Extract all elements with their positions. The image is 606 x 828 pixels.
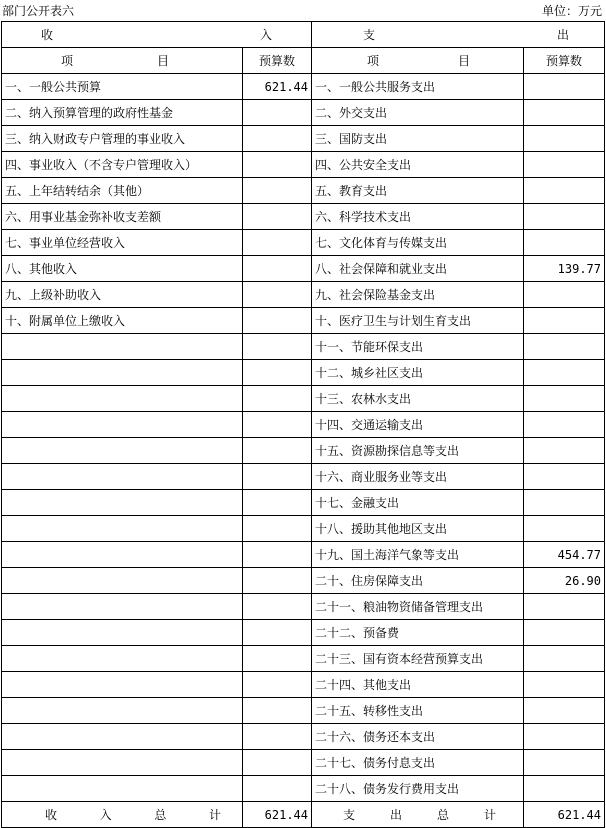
income-value-cell — [243, 126, 312, 152]
income-item-cell: 四、事业收入（不含专户管理收入） — [2, 152, 243, 178]
income-item-header: 项 目 — [2, 48, 243, 74]
table-row — [2, 152, 605, 178]
table-row — [2, 724, 605, 750]
expense-total-value: 621.44 — [524, 802, 605, 828]
table-row — [2, 100, 605, 126]
income-item-cell: 一、一般公共预算 — [2, 74, 243, 100]
income-item-cell — [2, 776, 243, 802]
expense-item-cell: 六、科学技术支出 — [312, 204, 524, 230]
expense-value-cell — [524, 282, 605, 308]
table-row — [2, 230, 605, 256]
expense-value-cell — [524, 334, 605, 360]
expense-item-cell: 二十七、债务付息支出 — [312, 750, 524, 776]
income-item-cell: 七、事业单位经营收入 — [2, 230, 243, 256]
income-value-cell — [243, 568, 312, 594]
income-value-cell — [243, 204, 312, 230]
income-value-cell — [243, 620, 312, 646]
table-row — [2, 516, 605, 542]
income-value-cell — [243, 152, 312, 178]
table-row — [2, 750, 605, 776]
expense-item-cell: 二十八、债务发行费用支出 — [312, 776, 524, 802]
table-row — [2, 646, 605, 672]
income-value-cell — [243, 464, 312, 490]
income-value-cell: 621.44 — [243, 74, 312, 100]
income-value-cell — [243, 516, 312, 542]
expense-item-cell: 二十六、债务还本支出 — [312, 724, 524, 750]
table-row — [2, 568, 605, 594]
expense-item-cell: 十八、援助其他地区支出 — [312, 516, 524, 542]
expense-item-cell: 七、文化体育与传媒支出 — [312, 230, 524, 256]
income-value-cell — [243, 334, 312, 360]
expense-item-cell: 二、外交支出 — [312, 100, 524, 126]
expense-item-cell: 十六、商业服务业等支出 — [312, 464, 524, 490]
income-item-cell: 十、附属单位上缴收入 — [2, 308, 243, 334]
income-item-cell — [2, 750, 243, 776]
table-row — [2, 386, 605, 412]
income-item-cell — [2, 464, 243, 490]
income-value-cell — [243, 360, 312, 386]
expense-value-cell — [524, 464, 605, 490]
income-value-cell — [243, 724, 312, 750]
expense-value-cell — [524, 750, 605, 776]
unit-label: 单位：万元 — [541, 4, 602, 18]
table-row — [2, 620, 605, 646]
expense-item-cell: 二十二、预备费 — [312, 620, 524, 646]
table-row — [2, 672, 605, 698]
expense-item-cell: 十三、农林水支出 — [312, 386, 524, 412]
income-item-cell — [2, 698, 243, 724]
table-row — [2, 256, 605, 282]
table-row — [2, 698, 605, 724]
income-item-cell — [2, 646, 243, 672]
table-row — [2, 126, 605, 152]
expense-item-cell: 五、教育支出 — [312, 178, 524, 204]
table-row — [2, 178, 605, 204]
income-value-cell — [243, 230, 312, 256]
table-row — [2, 308, 605, 334]
table-row — [2, 464, 605, 490]
expense-item-cell: 十九、国土海洋气象等支出 — [312, 542, 524, 568]
table-row — [2, 74, 605, 100]
expense-value-cell — [524, 152, 605, 178]
income-item-cell: 九、上级补助收入 — [2, 282, 243, 308]
expense-value-cell — [524, 620, 605, 646]
expense-item-cell: 十、医疗卫生与计划生育支出 — [312, 308, 524, 334]
income-value-cell — [243, 750, 312, 776]
budget-table — [1, 21, 605, 828]
income-value-cell — [243, 776, 312, 802]
expense-value-cell — [524, 646, 605, 672]
income-value-cell — [243, 256, 312, 282]
expense-value-cell — [524, 230, 605, 256]
income-value-cell — [243, 386, 312, 412]
expense-value-cell — [524, 438, 605, 464]
expense-value-cell — [524, 178, 605, 204]
expense-item-cell: 十五、资源勘探信息等支出 — [312, 438, 524, 464]
expense-value-cell — [524, 100, 605, 126]
income-value-cell — [243, 308, 312, 334]
income-value-cell — [243, 490, 312, 516]
expense-budget-header: 预算数 — [524, 48, 605, 74]
expense-value-cell — [524, 412, 605, 438]
expense-item-cell: 一、一般公共服务支出 — [312, 74, 524, 100]
income-value-cell — [243, 698, 312, 724]
expense-item-cell: 二十、住房保障支出 — [312, 568, 524, 594]
expense-item-cell: 三、国防支出 — [312, 126, 524, 152]
income-item-cell — [2, 724, 243, 750]
expense-value-cell — [524, 698, 605, 724]
expense-item-cell: 二十五、转移性支出 — [312, 698, 524, 724]
expense-item-cell: 十七、金融支出 — [312, 490, 524, 516]
income-item-cell — [2, 594, 243, 620]
income-total-value: 621.44 — [243, 802, 312, 828]
income-value-cell — [243, 412, 312, 438]
expense-section-header: 支 出 — [312, 22, 605, 48]
income-value-cell — [243, 100, 312, 126]
expense-total-label: 支 出 总 计 — [312, 802, 524, 828]
income-item-cell — [2, 438, 243, 464]
table-row — [2, 776, 605, 802]
expense-item-cell: 八、社会保障和就业支出 — [312, 256, 524, 282]
table-row — [2, 594, 605, 620]
expense-item-cell: 十一、节能环保支出 — [312, 334, 524, 360]
expense-item-cell: 十四、交通运输支出 — [312, 412, 524, 438]
income-total-label: 收 入 总 计 — [2, 802, 243, 828]
table-row — [2, 204, 605, 230]
expense-value-cell — [524, 360, 605, 386]
expense-value-cell: 454.77 — [524, 542, 605, 568]
expense-value-cell — [524, 386, 605, 412]
income-value-cell — [243, 542, 312, 568]
table-row — [2, 438, 605, 464]
expense-value-cell — [524, 516, 605, 542]
expense-item-cell: 四、公共安全支出 — [312, 152, 524, 178]
table-row — [2, 542, 605, 568]
income-value-cell — [243, 282, 312, 308]
section-header-row — [2, 22, 605, 48]
expense-value-cell: 139.77 — [524, 256, 605, 282]
expense-value-cell — [524, 74, 605, 100]
income-item-cell — [2, 672, 243, 698]
income-item-cell: 二、纳入预算管理的政府性基金 — [2, 100, 243, 126]
expense-value-cell — [524, 126, 605, 152]
income-value-cell — [243, 438, 312, 464]
table-row — [2, 334, 605, 360]
expense-value-cell — [524, 776, 605, 802]
table-row — [2, 412, 605, 438]
income-value-cell — [243, 672, 312, 698]
income-item-cell — [2, 516, 243, 542]
income-value-cell — [243, 178, 312, 204]
income-item-cell — [2, 542, 243, 568]
income-item-cell — [2, 334, 243, 360]
expense-value-cell — [524, 308, 605, 334]
income-item-cell — [2, 490, 243, 516]
income-item-cell — [2, 386, 243, 412]
income-item-cell — [2, 620, 243, 646]
income-section-header: 收 入 — [2, 22, 312, 48]
expense-item-cell: 十二、城乡社区支出 — [312, 360, 524, 386]
table-row — [2, 282, 605, 308]
income-item-cell — [2, 568, 243, 594]
expense-value-cell — [524, 490, 605, 516]
expense-value-cell — [524, 594, 605, 620]
income-item-cell: 三、纳入财政专户管理的事业收入 — [2, 126, 243, 152]
expense-item-header: 项 目 — [312, 48, 524, 74]
income-value-cell — [243, 594, 312, 620]
income-item-cell — [2, 412, 243, 438]
table-row — [2, 490, 605, 516]
expense-value-cell: 26.90 — [524, 568, 605, 594]
income-item-cell — [2, 360, 243, 386]
income-value-cell — [243, 646, 312, 672]
expense-item-cell: 二十一、粮油物资储备管理支出 — [312, 594, 524, 620]
expense-item-cell: 二十四、其他支出 — [312, 672, 524, 698]
income-item-cell: 八、其他收入 — [2, 256, 243, 282]
expense-value-cell — [524, 672, 605, 698]
income-item-cell: 五、上年结转结余（其他） — [2, 178, 243, 204]
expense-item-cell: 二十三、国有资本经营预算支出 — [312, 646, 524, 672]
expense-value-cell — [524, 204, 605, 230]
total-row — [2, 802, 605, 828]
income-budget-header: 预算数 — [243, 48, 312, 74]
expense-item-cell: 九、社会保险基金支出 — [312, 282, 524, 308]
table-row — [2, 360, 605, 386]
expense-value-cell — [524, 724, 605, 750]
income-item-cell: 六、用事业基金弥补收支差额 — [2, 204, 243, 230]
page-title: 部门公开表六 — [2, 4, 75, 18]
column-header-row — [2, 48, 605, 74]
